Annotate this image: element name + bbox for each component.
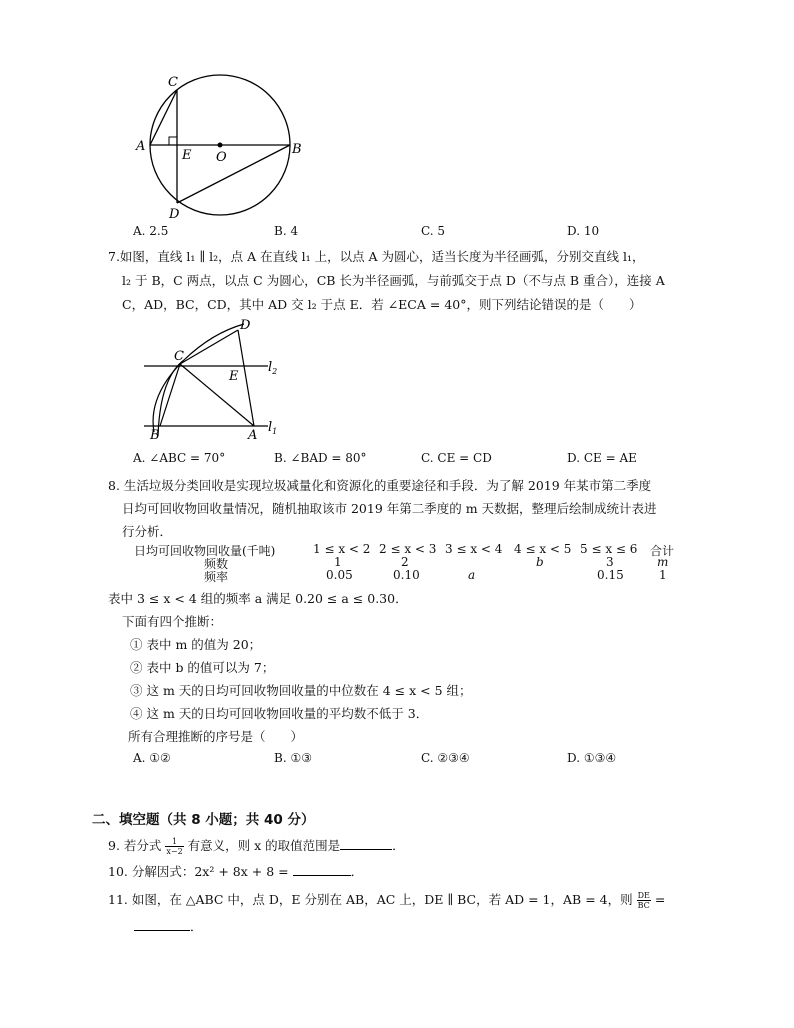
table-header-range-5: 5 ≤ x ≤ 6	[580, 542, 638, 556]
table-rate-2: 0.10	[393, 568, 420, 582]
q8-intro: 下面有四个推断：	[122, 614, 223, 629]
arc-centered-c	[153, 364, 180, 432]
q11-answer-line	[134, 917, 203, 937]
q9-frac-den: x−2	[166, 847, 183, 856]
q8-option-d[interactable]: D. ①③④	[567, 751, 617, 765]
label-l1: $l_1$	[268, 420, 278, 436]
q11-text	[108, 890, 665, 910]
q6-option-b[interactable]: B. 4	[274, 224, 299, 238]
table-row-label-rate: 频率	[204, 570, 229, 584]
segment-db	[177, 145, 290, 203]
q11-post: =	[650, 892, 666, 907]
q11-fraction	[637, 891, 651, 910]
q8-inference-1: ① 表中 m 的值为 20；	[130, 637, 262, 652]
label-b: B	[292, 142, 302, 157]
label-o: O	[216, 150, 227, 165]
label-l2: $l_2$	[268, 360, 278, 376]
q7-option-c[interactable]: C. CE = CD	[421, 451, 492, 465]
q8-note: 表中 3 ≤ x < 4 组的频率 a 满足 0.20 ≤ a ≤ 0.30．	[108, 591, 408, 606]
q9-end: ．	[392, 838, 405, 853]
q8-inference-2: ② 表中 b 的值可以为 7；	[130, 660, 275, 675]
q9-answer-blank[interactable]	[340, 849, 392, 850]
q8-question: 所有合理推断的序号是（ ）	[128, 729, 304, 744]
q6-option-c[interactable]: C. 5	[421, 224, 446, 238]
q7-text-line1: 7.如图，直线 l₁ ∥ l₂，点 A 在直线 l₁ 上，以点 A 为圆心，适当长度为半径画弧，分别交直线 l₁，	[108, 249, 645, 264]
table-header-total: 合计	[650, 544, 675, 558]
label-d: D	[240, 318, 251, 333]
center-point-o	[218, 143, 223, 148]
q9-post: 有意义，则 x 的取值范围是	[183, 838, 341, 853]
label-b: B	[150, 428, 160, 443]
table-header-range-2: 2 ≤ x < 3	[379, 542, 437, 556]
table-header-quantity: 日均可回收物回收量(千吨)	[134, 544, 276, 558]
q9-frac-num: 1	[165, 837, 183, 847]
table-freq-4: b	[536, 555, 544, 569]
table-freq-total: m	[657, 555, 669, 569]
q8-option-b[interactable]: B. ①③	[274, 751, 312, 765]
section-title-fill-in: 二、填空题（共 8 小题；共 40 分）	[92, 812, 315, 828]
q10-body: 10. 分解因式：2x² + 8x + 8 =	[108, 864, 293, 879]
q8-option-c[interactable]: C. ②③④	[421, 751, 470, 765]
table-rate-3: a	[468, 568, 476, 582]
q8-inference-3: ③ 这 m 天的日均可回收物回收量的中位数在 4 ≤ x < 5 组；	[130, 683, 472, 698]
q7-text-line2: l₂ 于 B，C 两点，以点 C 为圆心，CB 长为半径画弧，与前弧交于点 D（不与点 B 重合），连接 A	[122, 273, 665, 288]
q11-answer-blank[interactable]	[134, 930, 190, 931]
q7-text-line3: C，AD，BC，CD，其中 AD 交 l₂ 于点 E．若 ∠ECA = 40°，则下列结论错误的是（ ）	[122, 297, 642, 312]
q8-stats-table	[0, 540, 794, 590]
q9-pre: 9. 若分式	[108, 838, 166, 853]
q7-option-b[interactable]: B. ∠BAD = 80°	[274, 451, 367, 465]
table-header-range-1: 1 ≤ x < 2	[313, 542, 371, 556]
q11-frac-den: BC	[637, 901, 650, 910]
q11-pre: 11. 如图，在 △ABC 中，点 D，E 分别在 AB，AC 上，DE ∥ BC，若 AD = 1，AB = 4，则	[108, 892, 637, 907]
table-rate-1: 0.05	[326, 568, 353, 582]
label-e: E	[229, 369, 239, 384]
table-freq-5: 3	[606, 555, 614, 569]
q8-text-line2: 日均可回收物回收量情况，随机抽取该市 2019 年第二季度的 m 天数据，整理后绘制成统计表进	[122, 501, 657, 516]
q8-text-line1: 8. 生活垃圾分类回收是实现垃圾减量化和资源化的重要途径和手段．为了解 2019 年某市第二季度	[108, 478, 652, 493]
table-header-range-4: 4 ≤ x < 5	[514, 542, 572, 556]
q8-inference-4: ④ 这 m 天的日均可回收物回收量的平均数不低于 3．	[130, 706, 429, 721]
label-c: C	[168, 75, 178, 90]
table-freq-1: 1	[334, 555, 342, 569]
right-angle-mark	[169, 137, 177, 145]
table-rate-total: 1	[659, 568, 667, 582]
segment-ad	[238, 330, 254, 426]
q8-text-line3: 行分析．	[122, 524, 173, 539]
q11-end: ．	[190, 919, 203, 934]
label-c: C	[174, 349, 184, 364]
table-freq-2: 2	[401, 555, 409, 569]
q6-option-d[interactable]: D. 10	[567, 224, 600, 238]
label-e: E	[182, 148, 192, 163]
segment-cd	[180, 330, 238, 364]
q10-text	[108, 862, 363, 882]
label-d: D	[169, 207, 180, 222]
label-a: A	[136, 139, 146, 154]
q6-option-a[interactable]: A. 2.5	[133, 224, 169, 238]
q9-text	[108, 836, 405, 856]
q7-option-a[interactable]: A. ∠ABC = 70°	[133, 451, 226, 465]
table-row-label-freq: 频数	[204, 557, 229, 571]
q7-option-d[interactable]: D. CE = AE	[567, 451, 637, 465]
segment-ca	[180, 364, 254, 426]
q10-end: ．	[350, 864, 364, 879]
q10-answer-blank[interactable]	[293, 875, 351, 876]
q11-frac-num: DE	[637, 891, 650, 900]
label-a: A	[248, 428, 258, 443]
table-header-range-3: 3 ≤ x < 4	[445, 542, 503, 556]
q6-circle-figure	[130, 70, 320, 222]
table-rate-5: 0.15	[597, 568, 624, 582]
q8-option-a[interactable]: A. ①②	[133, 751, 171, 765]
q7-figure	[140, 318, 285, 443]
q9-fraction	[165, 837, 183, 856]
